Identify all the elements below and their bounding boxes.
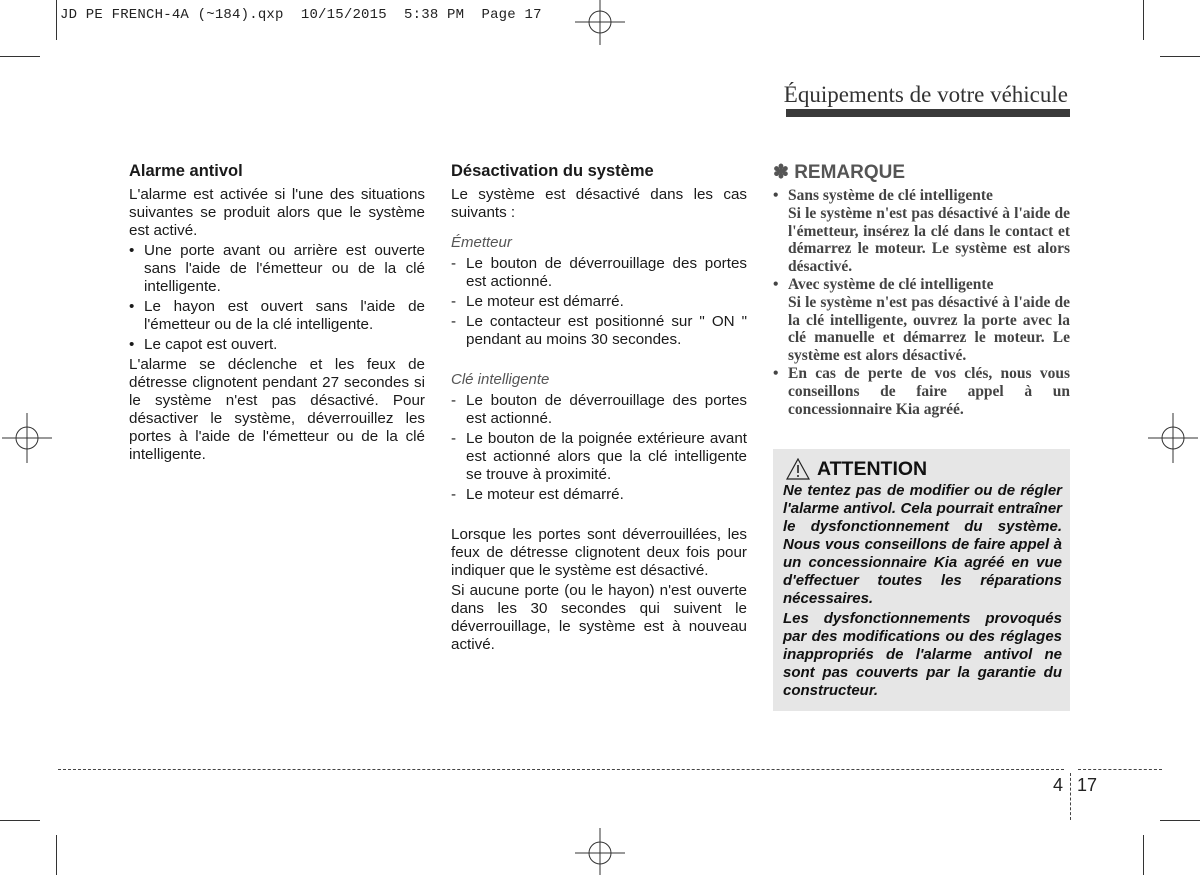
crop-mark	[1143, 835, 1144, 875]
alarm-bullet: • Une porte avant ou arrière est ouverte sans l'aide de l'émetteur ou de la clé intelligente.	[129, 242, 425, 296]
alarm-bullet: • Le capot est ouvert.	[129, 336, 425, 354]
alarm-outro: L'alarme se déclenche et les feux de détresse clignotent pendant 27 secondes si le système n'est pas désactivé. Pour désactiver le système, déverrouillez les portes à l'aide de l'émetteur ou de la clé intelligente.	[129, 356, 425, 463]
cle-item: - Le bouton de la poignée extérieure avant est actionné alors que la clé intelligente se trouve à proximité.	[451, 430, 747, 484]
subheading-cle: Clé intelligente	[451, 371, 550, 388]
remark-item-head: • En cas de perte de vos clés, nous vous conseillons de faire appel à un concessionnaire Kia agréé.	[773, 365, 1070, 418]
remark-item-head: • Sans système de clé intelligente	[773, 187, 1070, 205]
cle-item: - Le bouton de déverrouillage des portes est actionné.	[451, 392, 747, 428]
remark-heading	[773, 161, 1070, 184]
remark-item-head: • Avec système de clé intelligente	[773, 276, 1070, 294]
emetteur-item: - Le moteur est démarré.	[451, 293, 747, 311]
header-rule	[786, 109, 1070, 117]
crop-mark	[1143, 0, 1144, 40]
deactivation-para-1: Lorsque les portes sont déverrouillées, les feux de détresse clignotent deux fois pour indiquer que le système est désactivé.	[451, 526, 747, 579]
print-slug: JD PE FRENCH-4A (~184).qxp 10/15/2015 5:38 PM Page 17	[60, 7, 542, 23]
footer-rule-right	[1078, 769, 1162, 770]
deactivation-para-2: Si aucune porte (ou le hayon) n'est ouverte dans les 30 secondes qui suivent le déverrouillage, le système est à nouveau activé.	[451, 582, 747, 653]
attention-para-2: Les dysfonctionnements provoqués par des modifications ou des réglages inappropriés de l'alarme antivol ne sont pas couverts par la garantie du constructeur.	[783, 610, 1062, 699]
crop-mark	[0, 56, 40, 57]
attention-title: ATTENTION	[817, 458, 928, 480]
page-number-divider	[1070, 773, 1071, 820]
alarm-bullet: • Le hayon est ouvert sans l'aide de l'émetteur ou de la clé intelligente.	[129, 298, 425, 334]
deactivation-heading: Désactivation du système	[451, 162, 654, 180]
crop-mark	[56, 0, 57, 40]
remark-title: REMARQUE	[794, 162, 906, 183]
emetteur-item: - Le contacteur est positionné sur " ON " pendant au moins 30 secondes.	[451, 313, 747, 349]
registration-mark-bottom	[575, 828, 625, 875]
asterisk-icon: ✽	[773, 162, 789, 183]
emetteur-item: - Le bouton de déverrouillage des portes est actionné.	[451, 255, 747, 291]
remark-item-text: Si le système n'est pas désactivé à l'aide de la clé intelligente, ouvrez la porte avec la clé manuelle et démarrez le moteur. Le système est alors désactivé.	[788, 293, 1070, 365]
page-number: 17	[1077, 775, 1098, 795]
attention-para-1: Ne tentez pas de modifier ou de régler l'alarme antivol. Cela pourrait entraîner le dysfonctionnement du système. Nous vous conseillons de faire appel à un concessionnaire Kia agréé en vue d'effectuer toutes les réparations nécessaires.	[783, 482, 1062, 607]
registration-mark-right	[1148, 413, 1198, 463]
warning-triangle-icon	[786, 458, 810, 480]
remark-item-text: Si le système n'est pas désactivé à l'aide de l'émetteur, insérez la clé dans le contact et démarrez le moteur. Le système est alors désactivé.	[788, 204, 1070, 276]
attention-box	[773, 449, 1070, 711]
cle-item: - Le moteur est démarré.	[451, 486, 747, 504]
remark-block	[773, 161, 1070, 418]
crop-mark	[0, 820, 40, 821]
subheading-emetteur: Émetteur	[451, 234, 512, 251]
registration-mark-left	[2, 413, 52, 463]
crop-mark	[56, 835, 57, 875]
deactivation-intro: Le système est désactivé dans les cas suivants :	[451, 186, 747, 221]
footer-rule-left	[58, 769, 1064, 770]
registration-mark-top	[575, 0, 625, 45]
alarm-heading: Alarme antivol	[129, 162, 243, 180]
column-alarm	[129, 162, 425, 464]
chapter-number: 4	[1053, 775, 1064, 795]
column-deactivation	[451, 162, 747, 654]
alarm-intro: L'alarme est activée si l'une des situations suivantes se produit alors que le système est activé.	[129, 186, 425, 239]
crop-mark	[1160, 820, 1200, 821]
crop-mark	[1160, 56, 1200, 57]
section-title: Équipements de votre véhicule	[783, 82, 1068, 107]
